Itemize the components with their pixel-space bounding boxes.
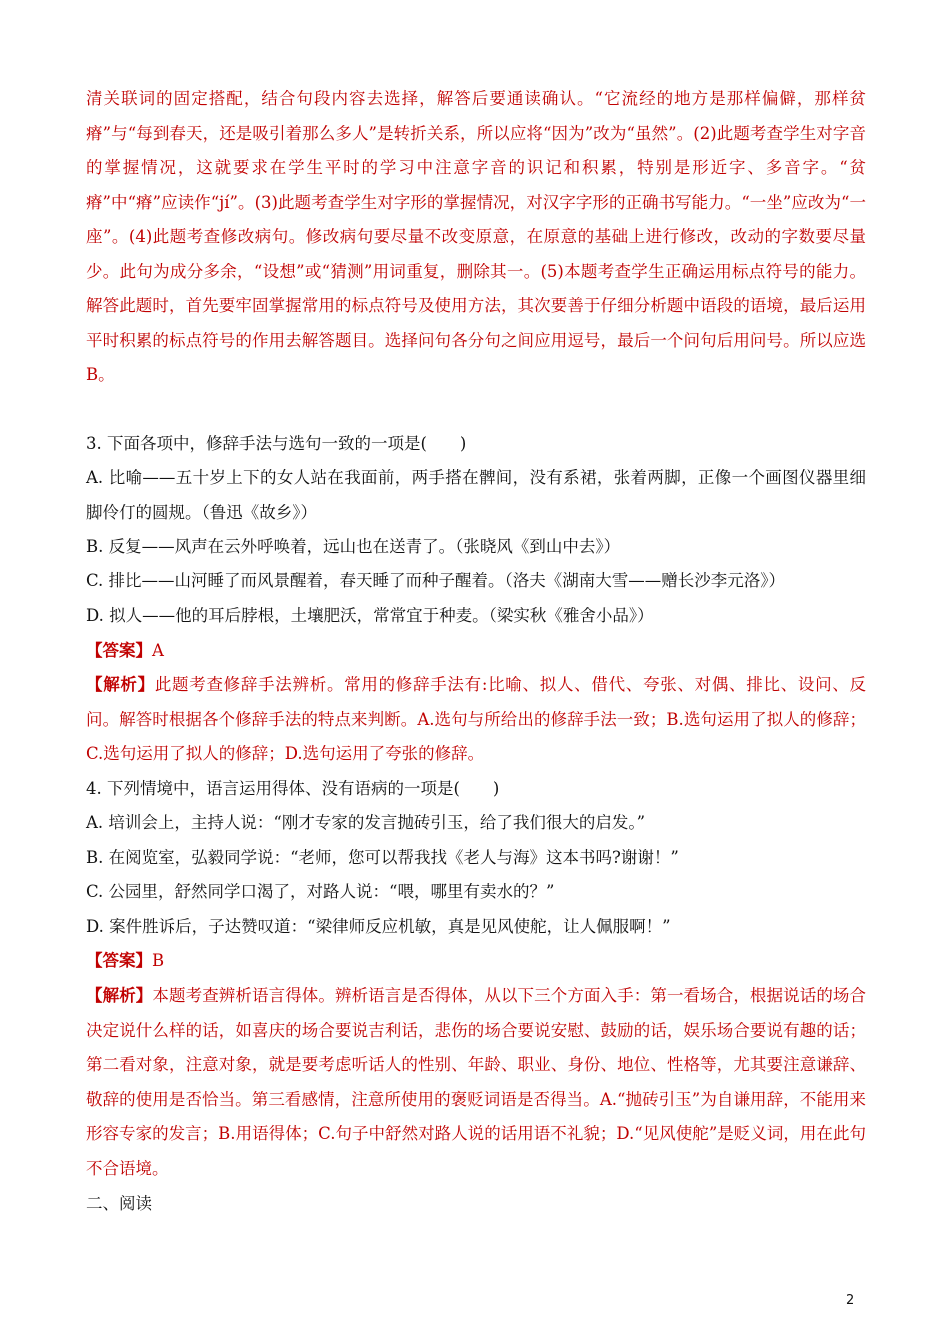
q4-stem: 4. 下列情境中，语言运用得体、没有语病的一项是( )	[86, 779, 500, 798]
analysis-text: 此题考查修辞手法辨析。常用的修辞手法有:比喻、拟人、借代、夸张、对偶、排比、设问、反问。解答时根据各个修辞手法的特点来判断。A.选句与所给出的修辞手法一致；B.选句运用了拟人的修辞；C.选句运用了拟人的修辞；D.选句运用了夸张的修辞。	[86, 675, 867, 763]
analysis-tag: 【解析】	[86, 986, 153, 1005]
q4-option-a: A. 培训会上，主持人说：“刚才专家的发言抛砖引玉，给了我们很大的启发。”	[86, 813, 646, 832]
answer-value: A	[152, 641, 164, 660]
analysis-text: 本题考查辨析语言得体。辨析语言是否得体，从以下三个方面入手：第一看场合，根据说话的场合决定说什么样的话，如喜庆的场合要说吉利话，悲伤的场合要说安慰、鼓励的话，娱乐场合要说有趣的话；第二看对象，注意对象，就是要考虑听话人的性别、年龄、职业、身份、地位、性格等，尤其要注意谦辞、敬辞的使用是否恰当。第三看感情，注意所使用的褒贬词语是否得当。A.“抛砖引玉”为自谦用辞，不能用来形容专家的发言；B.用语得体；C.句子中舒然对路人说的话用语不礼貌；D.“见风使舵”是贬义词，用在此句不合语境。	[86, 986, 867, 1178]
page-number: 2	[846, 1293, 855, 1308]
q3-stem: 3. 下面各项中，修辞手法与选句一致的一项是( )	[86, 434, 467, 453]
answer-tag: 【答案】	[86, 951, 152, 970]
q3-option-d: D. 拟人——他的耳后脖根，土壤肥沃，常常宜于种麦。（梁实秋《雅舍小品》）	[86, 606, 654, 625]
q3-analysis	[86, 668, 866, 772]
answer-tag: 【答案】	[86, 641, 152, 660]
q3-option-c: C. 排比——山河睡了而风景醒着，春天睡了而种子醒着。（洛夫《湖南大雪——赠长沙李元洛》）	[86, 571, 786, 590]
analysis-tag: 【解析】	[86, 675, 155, 694]
q4-answer	[86, 944, 866, 979]
q4-option-c: C. 公园里，舒然同学口渴了，对路人说：“喂，哪里有卖水的？”	[86, 882, 555, 901]
q4-option-d: D. 案件胜诉后，子达赞叹道：“梁律师反应机敏，真是见风使舵，让人佩服啊！”	[86, 917, 671, 936]
q3-option-b: B. 反复——风声在云外呼唤着，远山也在送青了。（张晓风《到山中去》）	[86, 537, 621, 556]
q3-option-a: A. 比喻——五十岁上下的女人站在我面前，两手搭在髀间，没有系裙，张着两脚，正像一个画图仪器里细脚伶仃的圆规。（鲁迅《故乡》）	[86, 468, 866, 522]
q4-option-b: B. 在阅览室，弘毅同学说：“老师，您可以帮我找《老人与海》这本书吗?谢谢！”	[86, 848, 679, 867]
answer-value: B	[152, 951, 165, 970]
q4-analysis	[86, 979, 866, 1186]
previous-analysis-text: 清关联词的固定搭配，结合句段内容去选择，解答后要通读确认。“它流经的地方是那样偏僻，那样贫瘠”与“每到春天，还是吸引着那么多人”是转折关系，所以应将“因为”改为“虽然”。(2)此题考查学生对字音的掌握情况，这就要求在学生平时的学习中注意字音的识记和积累，特别是形近字、多音字。“贫瘠”中“瘠”应读作“jí”。(3)此题考查学生对字形的掌握情况，对汉字字形的正确书写能力。“一坐”应改为“一座”。(4)此题考查修改病句。修改病句要尽量不改变原意，在原意的基础上进行修改，改动的字数要尽量少。此句为成分多余，“设想”或“猜测”用词重复，删除其一。(5)本题考查学生正确运用标点符号的能力。解答此题时，首先要牢固掌握常用的标点符号及使用方法，其次要善于仔细分析题中语段的语境，最后运用平时积累的标点符号的作用去解答题目。选择问句各分句之间应用逗号，最后一个问句后用问号。所以应选B。	[86, 89, 866, 384]
section-heading: 二、阅读	[86, 1194, 152, 1213]
q3-answer	[86, 634, 866, 669]
